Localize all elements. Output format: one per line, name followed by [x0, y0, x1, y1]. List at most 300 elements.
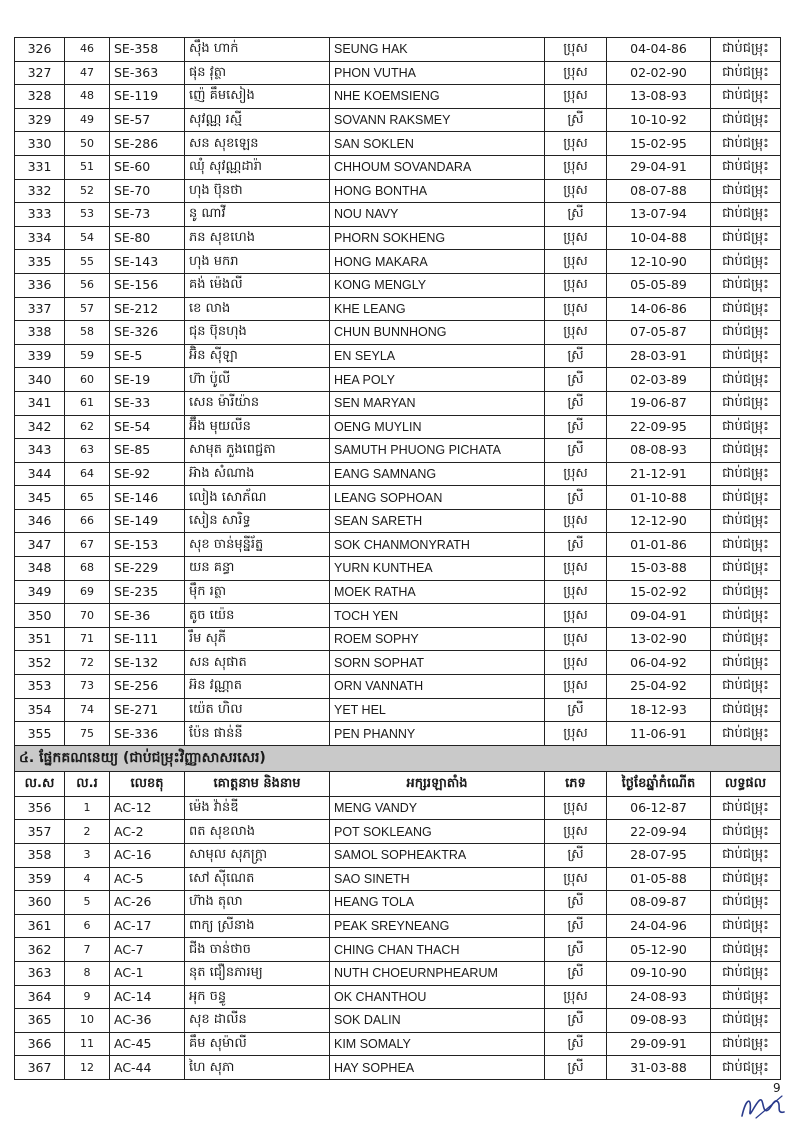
cell-result: ជាប់ជម្រុះ	[711, 509, 781, 533]
cell-seq-total: 340	[15, 368, 65, 392]
cell-desk-number: SE-153	[110, 533, 185, 557]
cell-seq-section: 12	[65, 1056, 110, 1080]
cell-result: ជាប់ជម្រុះ	[711, 344, 781, 368]
table-row	[15, 961, 781, 985]
cell-date-of-birth: 25-04-92	[607, 675, 711, 699]
table-row	[15, 250, 781, 274]
table-row	[15, 938, 781, 962]
cell-latin-name: NUTH CHOEURNPHEARUM	[330, 961, 545, 985]
cell-latin-name: LEANG SOPHOAN	[330, 486, 545, 510]
cell-seq-section: 71	[65, 627, 110, 651]
cell-seq-total: 332	[15, 179, 65, 203]
cell-seq-section: 2	[65, 820, 110, 844]
cell-desk-number: SE-5	[110, 344, 185, 368]
cell-seq-total: 344	[15, 462, 65, 486]
cell-seq-total: 335	[15, 250, 65, 274]
cell-sex: ប្រុស	[545, 273, 607, 297]
cell-latin-name: KIM SOMALY	[330, 1032, 545, 1056]
cell-date-of-birth: 01-05-88	[607, 867, 711, 891]
table-row	[15, 557, 781, 581]
cell-seq-section: 70	[65, 604, 110, 628]
cell-result: ជាប់ជម្រុះ	[711, 557, 781, 581]
cell-desk-number: AC-2	[110, 820, 185, 844]
cell-khmer-name: អ៊ឹង មុយលីន	[185, 415, 330, 439]
cell-sex: ស្រី	[545, 698, 607, 722]
cell-khmer-name: ពាក្យ ស្រីនាង	[185, 914, 330, 938]
cell-latin-name: KHE LEANG	[330, 297, 545, 321]
cell-sex: ស្រី	[545, 1032, 607, 1056]
cell-date-of-birth: 01-01-86	[607, 533, 711, 557]
cell-latin-name: YURN KUNTHEA	[330, 557, 545, 581]
cell-sex: ស្រី	[545, 533, 607, 557]
cell-result: ជាប់ជម្រុះ	[711, 391, 781, 415]
cell-date-of-birth: 28-07-95	[607, 844, 711, 868]
table-row	[15, 675, 781, 699]
cell-result: ជាប់ជម្រុះ	[711, 486, 781, 510]
cell-khmer-name: រឹម សុភី	[185, 627, 330, 651]
cell-seq-section: 50	[65, 132, 110, 156]
cell-seq-total: 334	[15, 226, 65, 250]
table-row	[15, 415, 781, 439]
cell-khmer-name: នូ ណាវី	[185, 203, 330, 227]
cell-date-of-birth: 12-12-90	[607, 509, 711, 533]
cell-seq-total: 351	[15, 627, 65, 651]
cell-seq-section: 69	[65, 580, 110, 604]
table-row	[15, 179, 781, 203]
cell-date-of-birth: 06-04-92	[607, 651, 711, 675]
cell-seq-section: 67	[65, 533, 110, 557]
cell-seq-total: 355	[15, 722, 65, 746]
cell-result: ជាប់ជម្រុះ	[711, 61, 781, 85]
cell-khmer-name: ផុន វុត្ថា	[185, 61, 330, 85]
header-sex: ភេទ	[545, 771, 607, 796]
cell-sex: ស្រី	[545, 486, 607, 510]
cell-desk-number: SE-286	[110, 132, 185, 156]
cell-seq-section: 62	[65, 415, 110, 439]
cell-date-of-birth: 19-06-87	[607, 391, 711, 415]
cell-date-of-birth: 22-09-95	[607, 415, 711, 439]
cell-desk-number: SE-146	[110, 486, 185, 510]
cell-khmer-name: ជុន ប៊ុនហុង	[185, 321, 330, 345]
cell-result: ជាប់ជម្រុះ	[711, 796, 781, 820]
table-row	[15, 891, 781, 915]
cell-latin-name: SOK CHANMONYRATH	[330, 533, 545, 557]
cell-date-of-birth: 01-10-88	[607, 486, 711, 510]
cell-date-of-birth: 13-07-94	[607, 203, 711, 227]
cell-date-of-birth: 15-02-92	[607, 580, 711, 604]
cell-result: ជាប់ជម្រុះ	[711, 985, 781, 1009]
cell-latin-name: MENG VANDY	[330, 796, 545, 820]
cell-date-of-birth: 31-03-88	[607, 1056, 711, 1080]
cell-seq-section: 6	[65, 914, 110, 938]
cell-sex: ស្រី	[545, 891, 607, 915]
cell-latin-name: NHE KOEMSIENG	[330, 85, 545, 109]
cell-desk-number: AC-26	[110, 891, 185, 915]
cell-latin-name: HEA POLY	[330, 368, 545, 392]
cell-date-of-birth: 22-09-94	[607, 820, 711, 844]
cell-result: ជាប់ជម្រុះ	[711, 462, 781, 486]
cell-seq-section: 57	[65, 297, 110, 321]
cell-seq-total: 338	[15, 321, 65, 345]
cell-seq-total: 362	[15, 938, 65, 962]
table-row	[15, 462, 781, 486]
cell-result: ជាប់ជម្រុះ	[711, 1032, 781, 1056]
cell-khmer-name: ហ៊ា ប៉ូលី	[185, 368, 330, 392]
cell-result: ជាប់ជម្រុះ	[711, 155, 781, 179]
cell-sex: ស្រី	[545, 1056, 607, 1080]
cell-desk-number: SE-271	[110, 698, 185, 722]
cell-khmer-name: នុត ជឿនភារម្យ	[185, 961, 330, 985]
cell-result: ជាប់ជម្រុះ	[711, 38, 781, 62]
section-row	[15, 745, 781, 771]
cell-khmer-name: អ៊ន វណ្ណាត	[185, 675, 330, 699]
cell-seq-section: 47	[65, 61, 110, 85]
cell-seq-total: 349	[15, 580, 65, 604]
cell-khmer-name: ភន សុខហេង	[185, 226, 330, 250]
cell-desk-number: SE-60	[110, 155, 185, 179]
cell-khmer-name: សន សុផាត	[185, 651, 330, 675]
table-row	[15, 722, 781, 746]
cell-sex: ប្រុស	[545, 297, 607, 321]
cell-khmer-name: ហុង មករា	[185, 250, 330, 274]
cell-khmer-name: ហៃ សុភា	[185, 1056, 330, 1080]
table-row	[15, 627, 781, 651]
cell-desk-number: SE-111	[110, 627, 185, 651]
cell-khmer-name: សាមុល សុភក្ត្រា	[185, 844, 330, 868]
table-row	[15, 108, 781, 132]
cell-result: ជាប់ជម្រុះ	[711, 132, 781, 156]
cell-date-of-birth: 29-04-91	[607, 155, 711, 179]
cell-date-of-birth: 21-12-91	[607, 462, 711, 486]
table-row	[15, 651, 781, 675]
cell-seq-total: 330	[15, 132, 65, 156]
cell-sex: ស្រី	[545, 415, 607, 439]
table-row	[15, 391, 781, 415]
cell-date-of-birth: 15-03-88	[607, 557, 711, 581]
cell-latin-name: SEUNG HAK	[330, 38, 545, 62]
cell-seq-total: 326	[15, 38, 65, 62]
table-row	[15, 85, 781, 109]
cell-latin-name: SAMUTH PHUONG PICHATA	[330, 439, 545, 463]
page-number: 9	[773, 1081, 781, 1095]
cell-seq-total: 354	[15, 698, 65, 722]
cell-latin-name: HEANG TOLA	[330, 891, 545, 915]
table-row	[15, 368, 781, 392]
cell-desk-number: SE-70	[110, 179, 185, 203]
handwritten-signature	[738, 1092, 788, 1122]
cell-result: ជាប់ជម្រុះ	[711, 368, 781, 392]
cell-sex: ប្រុស	[545, 61, 607, 85]
cell-seq-total: 348	[15, 557, 65, 581]
upper-rows	[15, 38, 781, 746]
cell-result: ជាប់ជម្រុះ	[711, 533, 781, 557]
cell-desk-number: AC-45	[110, 1032, 185, 1056]
table-row	[15, 344, 781, 368]
cell-latin-name: PHORN SOKHENG	[330, 226, 545, 250]
cell-sex: ប្រុស	[545, 651, 607, 675]
cell-seq-section: 59	[65, 344, 110, 368]
cell-khmer-name: ស៊ឹង ហាក់	[185, 38, 330, 62]
cell-latin-name: OK CHANTHOU	[330, 985, 545, 1009]
cell-latin-name: SOVANN RAKSMEY	[330, 108, 545, 132]
cell-result: ជាប់ជម្រុះ	[711, 1056, 781, 1080]
cell-date-of-birth: 13-02-90	[607, 627, 711, 651]
cell-latin-name: SORN SOPHAT	[330, 651, 545, 675]
table-row	[15, 580, 781, 604]
cell-sex: ប្រុស	[545, 132, 607, 156]
cell-seq-total: 359	[15, 867, 65, 891]
cell-sex: ប្រុស	[545, 867, 607, 891]
cell-latin-name: PHON VUTHA	[330, 61, 545, 85]
table-row	[15, 820, 781, 844]
header-date-of-birth: ថ្ងៃខែឆ្នាំកំណើត	[607, 771, 711, 796]
cell-seq-section: 64	[65, 462, 110, 486]
cell-khmer-name: សៅ ស៊ីណេត	[185, 867, 330, 891]
cell-result: ជាប់ជម្រុះ	[711, 226, 781, 250]
cell-sex: ប្រុស	[545, 675, 607, 699]
accounting-section	[15, 745, 781, 796]
header-row	[15, 771, 781, 796]
cell-latin-name: MOEK RATHA	[330, 580, 545, 604]
table-row	[15, 533, 781, 557]
cell-latin-name: HONG MAKARA	[330, 250, 545, 274]
cell-desk-number: AC-1	[110, 961, 185, 985]
cell-date-of-birth: 11-06-91	[607, 722, 711, 746]
cell-result: ជាប់ជម្រុះ	[711, 250, 781, 274]
cell-khmer-name: យន គន្ធា	[185, 557, 330, 581]
cell-date-of-birth: 02-03-89	[607, 368, 711, 392]
cell-sex: ប្រុស	[545, 226, 607, 250]
table-row	[15, 509, 781, 533]
table-row	[15, 1056, 781, 1080]
cell-date-of-birth: 18-12-93	[607, 698, 711, 722]
cell-seq-total: 333	[15, 203, 65, 227]
cell-sex: ប្រុស	[545, 509, 607, 533]
cell-seq-total: 358	[15, 844, 65, 868]
cell-latin-name: NOU NAVY	[330, 203, 545, 227]
table-row	[15, 297, 781, 321]
cell-seq-total: 336	[15, 273, 65, 297]
cell-result: ជាប់ជម្រុះ	[711, 203, 781, 227]
cell-desk-number: SE-57	[110, 108, 185, 132]
cell-khmer-name: អ៊ិន ស៊ីឡា	[185, 344, 330, 368]
cell-desk-number: SE-54	[110, 415, 185, 439]
cell-khmer-name: សេន ម៉ារីយ៉ាន	[185, 391, 330, 415]
cell-seq-section: 65	[65, 486, 110, 510]
cell-sex: ប្រុស	[545, 557, 607, 581]
cell-sex: ប្រុស	[545, 462, 607, 486]
cell-result: ជាប់ជម្រុះ	[711, 698, 781, 722]
section-title: ៤. ផ្នែកគណនេយ្យ (ជាប់ជម្រុះវិញ្ញាសាសរសេរ)	[15, 745, 781, 771]
cell-desk-number: SE-229	[110, 557, 185, 581]
cell-khmer-name: អុក ចន្ធូ	[185, 985, 330, 1009]
cell-date-of-birth: 06-12-87	[607, 796, 711, 820]
cell-seq-section: 54	[65, 226, 110, 250]
cell-seq-section: 56	[65, 273, 110, 297]
cell-latin-name: YET HEL	[330, 698, 545, 722]
cell-latin-name: KONG MENGLY	[330, 273, 545, 297]
cell-date-of-birth: 10-04-88	[607, 226, 711, 250]
cell-seq-section: 53	[65, 203, 110, 227]
cell-sex: ស្រី	[545, 844, 607, 868]
cell-desk-number: AC-17	[110, 914, 185, 938]
cell-khmer-name: តូច យ៉េន	[185, 604, 330, 628]
cell-sex: ប្រុស	[545, 155, 607, 179]
cell-sex: ប្រុស	[545, 604, 607, 628]
cell-khmer-name: សៀន សារិទ្ធ	[185, 509, 330, 533]
cell-latin-name: SOK DALIN	[330, 1009, 545, 1033]
cell-result: ជាប់ជម្រុះ	[711, 627, 781, 651]
cell-desk-number: SE-19	[110, 368, 185, 392]
cell-desk-number: SE-143	[110, 250, 185, 274]
cell-desk-number: SE-119	[110, 85, 185, 109]
table-row	[15, 61, 781, 85]
cell-sex: ស្រី	[545, 203, 607, 227]
cell-seq-total: 329	[15, 108, 65, 132]
cell-result: ជាប់ជម្រុះ	[711, 891, 781, 915]
table-row	[15, 867, 781, 891]
cell-sex: ប្រុស	[545, 85, 607, 109]
cell-date-of-birth: 09-04-91	[607, 604, 711, 628]
cell-date-of-birth: 08-07-88	[607, 179, 711, 203]
cell-desk-number: SE-235	[110, 580, 185, 604]
cell-sex: ស្រី	[545, 961, 607, 985]
cell-seq-total: 356	[15, 796, 65, 820]
cell-seq-section: 8	[65, 961, 110, 985]
cell-sex: ប្រុស	[545, 179, 607, 203]
cell-seq-total: 352	[15, 651, 65, 675]
cell-desk-number: SE-85	[110, 439, 185, 463]
cell-sex: ស្រី	[545, 938, 607, 962]
cell-desk-number: AC-7	[110, 938, 185, 962]
cell-seq-section: 68	[65, 557, 110, 581]
cell-sex: ប្រុស	[545, 321, 607, 345]
cell-date-of-birth: 28-03-91	[607, 344, 711, 368]
cell-khmer-name: លៀង សោភ័ណ	[185, 486, 330, 510]
header-result: លទ្ធផល	[711, 771, 781, 796]
cell-result: ជាប់ជម្រុះ	[711, 85, 781, 109]
table-row	[15, 439, 781, 463]
cell-latin-name: CHUN BUNNHONG	[330, 321, 545, 345]
cell-latin-name: SEN MARYAN	[330, 391, 545, 415]
cell-seq-section: 74	[65, 698, 110, 722]
cell-desk-number: SE-80	[110, 226, 185, 250]
cell-result: ជាប់ជម្រុះ	[711, 722, 781, 746]
cell-date-of-birth: 15-02-95	[607, 132, 711, 156]
cell-latin-name: CHHOUM SOVANDARA	[330, 155, 545, 179]
cell-seq-total: 342	[15, 415, 65, 439]
cell-khmer-name: គឹម សុម៉ាលី	[185, 1032, 330, 1056]
cell-seq-total: 353	[15, 675, 65, 699]
cell-seq-section: 11	[65, 1032, 110, 1056]
header-desk-number: លេខតុ	[110, 771, 185, 796]
cell-result: ជាប់ជម្រុះ	[711, 179, 781, 203]
cell-result: ជាប់ជម្រុះ	[711, 415, 781, 439]
cell-sex: ស្រី	[545, 914, 607, 938]
cell-sex: ប្រុស	[545, 250, 607, 274]
cell-desk-number: AC-16	[110, 844, 185, 868]
table-row	[15, 226, 781, 250]
cell-desk-number: SE-336	[110, 722, 185, 746]
cell-khmer-name: សុខ ដាលីន	[185, 1009, 330, 1033]
cell-seq-section: 10	[65, 1009, 110, 1033]
table-row	[15, 486, 781, 510]
cell-date-of-birth: 10-10-92	[607, 108, 711, 132]
cell-latin-name: SAO SINETH	[330, 867, 545, 891]
table-row	[15, 914, 781, 938]
cell-date-of-birth: 24-04-96	[607, 914, 711, 938]
cell-result: ជាប់ជម្រុះ	[711, 321, 781, 345]
cell-seq-total: 364	[15, 985, 65, 1009]
cell-latin-name: SEAN SARETH	[330, 509, 545, 533]
candidate-results-table	[14, 37, 781, 1080]
cell-date-of-birth: 13-08-93	[607, 85, 711, 109]
cell-desk-number: AC-5	[110, 867, 185, 891]
cell-latin-name: OENG MUYLIN	[330, 415, 545, 439]
cell-seq-total: 367	[15, 1056, 65, 1080]
cell-sex: ប្រុស	[545, 985, 607, 1009]
cell-result: ជាប់ជម្រុះ	[711, 938, 781, 962]
cell-seq-section: 46	[65, 38, 110, 62]
cell-latin-name: EANG SAMNANG	[330, 462, 545, 486]
cell-sex: ប្រុស	[545, 796, 607, 820]
table-row	[15, 203, 781, 227]
cell-seq-section: 4	[65, 867, 110, 891]
cell-seq-section: 63	[65, 439, 110, 463]
table-row	[15, 796, 781, 820]
results-page	[14, 37, 780, 1080]
table-row	[15, 1032, 781, 1056]
cell-date-of-birth: 05-12-90	[607, 938, 711, 962]
table-row	[15, 321, 781, 345]
table-row	[15, 132, 781, 156]
cell-seq-section: 9	[65, 985, 110, 1009]
cell-seq-total: 365	[15, 1009, 65, 1033]
cell-date-of-birth: 07-05-87	[607, 321, 711, 345]
cell-khmer-name: អ៊ាង សំណាង	[185, 462, 330, 486]
table-row	[15, 1009, 781, 1033]
cell-seq-total: 357	[15, 820, 65, 844]
table-row	[15, 698, 781, 722]
cell-latin-name: ROEM SOPHY	[330, 627, 545, 651]
cell-seq-section: 48	[65, 85, 110, 109]
cell-seq-section: 58	[65, 321, 110, 345]
cell-result: ជាប់ជម្រុះ	[711, 820, 781, 844]
cell-result: ជាប់ជម្រុះ	[711, 675, 781, 699]
cell-date-of-birth: 05-05-89	[607, 273, 711, 297]
cell-result: ជាប់ជម្រុះ	[711, 844, 781, 868]
cell-date-of-birth: 09-10-90	[607, 961, 711, 985]
cell-seq-total: 363	[15, 961, 65, 985]
cell-desk-number: SE-33	[110, 391, 185, 415]
cell-sex: ប្រុស	[545, 38, 607, 62]
cell-latin-name: EN SEYLA	[330, 344, 545, 368]
table-row	[15, 985, 781, 1009]
cell-date-of-birth: 09-08-93	[607, 1009, 711, 1033]
cell-khmer-name: សុខ ចាន់មុន្នីរ័ត្ន	[185, 533, 330, 557]
cell-khmer-name: គង់ ម៉េងលី	[185, 273, 330, 297]
cell-seq-section: 5	[65, 891, 110, 915]
cell-khmer-name: ខេ លាង	[185, 297, 330, 321]
cell-date-of-birth: 29-09-91	[607, 1032, 711, 1056]
cell-sex: ស្រី	[545, 1009, 607, 1033]
cell-seq-section: 61	[65, 391, 110, 415]
cell-result: ជាប់ជម្រុះ	[711, 297, 781, 321]
cell-desk-number: SE-212	[110, 297, 185, 321]
cell-seq-section: 66	[65, 509, 110, 533]
cell-date-of-birth: 14-06-86	[607, 297, 711, 321]
table-row	[15, 38, 781, 62]
